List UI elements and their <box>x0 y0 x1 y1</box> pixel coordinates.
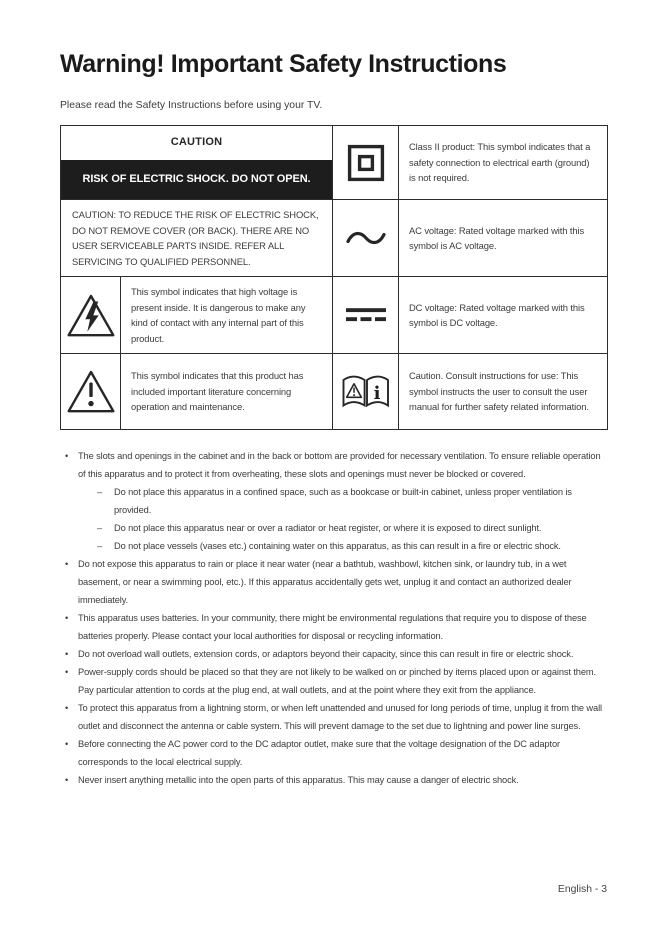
instruction-text: The slots and openings in the cabinet and in the back or bottom are provided for necessary ventilation. To ensure reliable operation of this apparatus and to protect it from overheating, these slots and openings must never be blocked or covered. <box>78 451 601 479</box>
class-ii-icon-cell <box>333 126 399 200</box>
dc-voltage-icon <box>345 306 387 324</box>
exclamation-triangle-icon <box>66 369 116 414</box>
list-item: – Do not place this apparatus near or over a radiator or heat register, or where it is exposed to direct sunlight. <box>97 519 607 537</box>
safety-instructions-list <box>60 447 607 789</box>
consult-manual-icon <box>341 372 391 412</box>
table-row <box>61 277 608 354</box>
consult-manual-text: Caution. Consult instructions for use: This symbol instructs the user to consult the user manual for further safety related information. <box>399 354 608 430</box>
table-row <box>61 354 608 430</box>
list-item: • Do not expose this apparatus to rain or place it near water (near a bathtub, washbowl, kitchen sink, or laundry tub, in a wet basement, or near a swimming pool, etc.). If this apparatus accidentally gets wet, unplug it and contact an authorized dealer immediately. <box>60 555 607 609</box>
dc-voltage-icon-cell <box>333 277 399 354</box>
list-item: – Do not place vessels (vases etc.) containing water on this apparatus, as this can result in a fire or electric shock. <box>97 537 607 555</box>
caution-risk-inner <box>61 126 332 199</box>
lightning-triangle-icon <box>66 293 116 338</box>
list-item: • This apparatus uses batteries. In your community, there might be environmental regulations that require you to dispose of these batteries properly. Please contact your local authorities for disposal or recycling information. <box>60 609 607 645</box>
list-item: • Before connecting the AC power cord to the DC adaptor outlet, make sure that the voltage designation of the DC adaptor corresponds to the local electrical supply. <box>60 735 607 771</box>
caution-risk-cell <box>61 126 333 200</box>
page-footer: English - 3 <box>557 884 607 895</box>
list-item: • Do not overload wall outlets, extension cords, or adaptors beyond their capacity, since this can result in fire or electric shock. <box>60 645 607 663</box>
manual-i-glyph: i <box>373 382 380 404</box>
high-voltage-text: This symbol indicates that high voltage is present inside. It is dangerous to make any kind of contact with any internal part of this product. <box>121 277 333 354</box>
page-subtitle: Please read the Safety Instructions before using your TV. <box>60 100 323 111</box>
important-literature-text: This symbol indicates that this product has included important literature concerning operation and maintenance. <box>121 354 333 430</box>
ac-voltage-icon <box>345 227 387 249</box>
risk-banner: RISK OF ELECTRIC SHOCK. DO NOT OPEN. <box>61 160 332 199</box>
list-item: • Power-supply cords should be placed so that they are not likely to be walked on or pinched by items placed upon or against them. Pay particular attention to cords at the plug end, at wall outlets, and at the point where they exit from the appliance. <box>60 663 607 699</box>
sub-instructions-list <box>78 483 607 555</box>
high-voltage-icon-cell <box>61 277 121 354</box>
dc-voltage-text: DC voltage: Rated voltage marked with this symbol is DC voltage. <box>399 277 608 354</box>
table-row <box>61 200 608 277</box>
ac-voltage-text: AC voltage: Rated voltage marked with this symbol is AC voltage. <box>399 200 608 277</box>
class-ii-text: Class II product: This symbol indicates that a safety connection to electrical earth (ground) is not required. <box>399 126 608 200</box>
page-title: Warning! Important Safety Instructions <box>60 50 507 78</box>
list-item: – Do not place this apparatus in a confined space, such as a bookcase or built-in cabinet, unless proper ventilation is provided. <box>97 483 607 519</box>
caution-reduce-risk-text: CAUTION: TO REDUCE THE RISK OF ELECTRIC SHOCK, DO NOT REMOVE COVER (OR BACK). THERE ARE NO USER SERVICEABLE PARTS INSIDE. REFER ALL SERVICING TO QUALIFIED PERSONNEL. <box>61 200 333 277</box>
class-ii-icon <box>347 144 385 182</box>
important-literature-icon-cell <box>61 354 121 430</box>
list-item: • Never insert anything metallic into the open parts of this apparatus. This may cause a danger of electric shock. <box>60 771 607 789</box>
list-item: • To protect this apparatus from a lightning storm, or when left unattended and unused for long periods of time, unplug it from the wall outlet and disconnect the antenna or cable system. This will prevent damage to the set due to lightning and power line surges. <box>60 699 607 735</box>
document-page <box>60 0 607 789</box>
list-item <box>60 447 607 555</box>
ac-voltage-icon-cell <box>333 200 399 277</box>
safety-symbols-table <box>60 125 608 430</box>
table-row <box>61 126 608 200</box>
caution-header: CAUTION <box>170 136 223 149</box>
consult-manual-icon-cell <box>333 354 399 430</box>
